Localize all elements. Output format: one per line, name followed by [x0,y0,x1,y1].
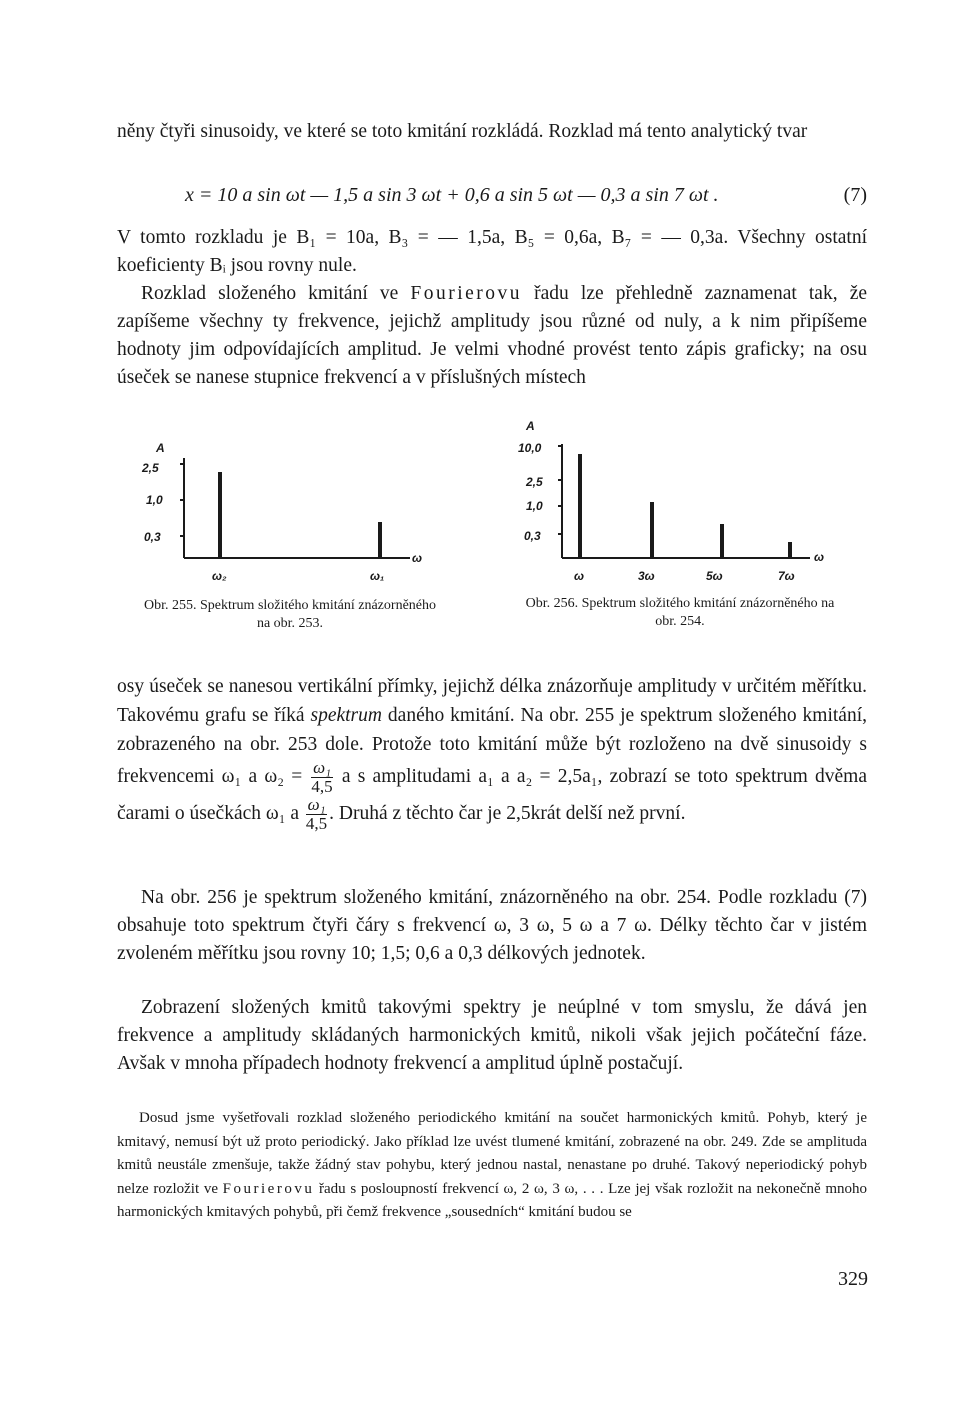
fig255-label-w2: ω₂ [212,569,227,583]
fig255-axis-a: A [156,441,165,455]
equation-7 [185,184,867,207]
equation-text: x = 10 a sin ωt — 1,5 a sin 3 ωt + 0,6 a sin 5 ωt — 0,3 a sin 7 ωt . [185,184,719,206]
fig255-tick-1-0: 1,0 [146,493,163,507]
spectrum-text2: daného kmitání. Na obr. 255 je spektrum složeného kmitání, zobrazeného na obr. 253 dole. Protože toto kmitání může být rozloženo na dvě sinusoidy s frekvencemi ω₁ a ω₂ = [117,705,868,787]
figure-255-chart [140,436,440,586]
intro-text [117,118,867,146]
small-fourier-name: Fourierovu [222,1180,315,1197]
phase-paragraph: Zobrazení složených kmitů takovými spektry je neúplné v tom smyslu, že dává jen frekvence a amplitudy skládaných harmonických kmitů, nikoli však jejich počáteční fáze. Avšak v mnoha případech hodnoty frekvencí a amplitud úplně postačují. [117,997,867,1074]
paragraph-phase [117,994,867,1078]
fourier-name: Fourierovu [410,283,523,304]
fourier-before: Rozklad složeného kmitání ve [141,283,411,304]
fraction-2-denominator: 4,5 [305,814,328,833]
fraction-1-numerator: ω₁ [313,758,331,777]
spectrum-paragraph [117,672,867,833]
page-number: 329 [838,1268,868,1290]
spectrum-term: spektrum [310,705,382,726]
small-paragraph [117,1107,867,1225]
fig256-axis-a: A [526,419,535,433]
fig256-tick-0-3: 0,3 [524,529,541,543]
fig256-tick-2-5: 2,5 [526,475,543,489]
paragraph-spectrum [117,672,867,833]
spectrum-text4: . Druhá z těchto čar je 2,5krát delší než první. [329,802,686,824]
caption-256: Obr. 256. Spektrum složitého kmitání znázorněného na obr. 254. [525,596,835,629]
figure-255 [140,436,440,586]
small-text1: Dosud jsme vyšetřovali rozklad složeného periodického kmitání na součet harmonických kmitů. Pohyb, který je kmitavý, nemusí být už proto periodický. Jako příklad lze uvést tlumené kmitání, zobrazené na obr. 249. Zde se amplituda kmitů neustále zmenšuje, takže žádný stav pohybu, který jednou nastal, nenastane po druhé. Takový neperiodický pohyb nelze rozložit ve [117,1110,867,1197]
figure-256-chart [500,416,850,588]
fraction-omega-2 [306,796,327,833]
paragraph-fourier [117,280,867,392]
intro-line: něny čtyři sinusoidy, ve které se toto kmitání rozkládá. Rozklad má tento analytický tvar [117,121,808,142]
caption-255: Obr. 255. Spektrum složitého kmitání znázorněného na obr. 253. [144,598,436,631]
fig255-tick-0-3: 0,3 [144,530,161,544]
fourier-after: řadu lze přehledně zaznamenat tak, že zapíšeme všechny ty frekvence, jejichž amplitudy jsou různé od nuly, a k nim připíšeme hodnoty jim odpovídajících amplitud. Je velmi vhodné provést tento zápis graficky; na osu úseček se nanese stupnice frekvencí a v příslušných místech [117,283,867,388]
fig256-label-7w: 7ω [778,569,795,583]
fraction-omega-1 [311,759,332,796]
figure-256 [500,416,850,588]
fig255-label-w1: ω₁ [370,569,385,583]
fig256-label-w: ω [574,569,585,583]
fourier-paragraph [117,280,867,392]
spectrum-text1: osy úseček se nanesou vertikální přímky, jejichž délka znázorňuje amplitudy v určitém měřítku. Takovému grafu se říká [117,676,867,726]
fig255-tick-2-5: 2,5 [142,461,159,475]
paragraph-small [117,1107,867,1225]
spectrum-text3: a s amplitudami a₁ a a₂ = 2,5a₁, zobrazí se toto spektrum dvěma čarami o úsečkách ω₁ a [117,765,867,824]
fig256-tick-10-0: 10,0 [518,441,542,455]
fraction-1-denominator: 4,5 [311,777,333,796]
fig256-axis-w: ω [814,550,825,564]
paragraph-coefficients [117,224,867,280]
paragraph-fig256 [117,884,867,968]
fraction-2-numerator: ω₁ [307,795,326,814]
fig256-tick-1-0: 1,0 [526,499,543,513]
coefficients-text: V tomto rozkladu je B₁ = 10a, B₃ = — 1,5a, B₅ = 0,6a, B₇ = — 0,3a. Všechny ostatní koeficienty Bᵢ jsou rovny nule. [117,227,867,276]
fig255-axis-w: ω [412,551,423,565]
fig256-label-5w: 5ω [706,569,723,583]
equation-number: (7) [843,184,867,206]
small-text2: řadu s posloupností frekvencí ω, 2 ω, 3 ω, . . . Lze jej však rozložit na nekonečně mnoho harmonických kmitavých pohybů, při čemž frekvence „sousedních“ kmitání budou se [117,1180,867,1220]
fig256-label-3w: 3ω [638,569,655,583]
fig256-paragraph: Na obr. 256 je spektrum složeného kmitání, znázorněného na obr. 254. Podle rozkladu (7) obsahuje toto spektrum čtyři čáry s frekvencí ω, 3 ω, 5 ω a 7 ω. Délky těchto čar v jistém zvoleném měřítku jsou rovny 10; 1,5; 0,6 a 0,3 délkových jednotek. [117,887,867,964]
